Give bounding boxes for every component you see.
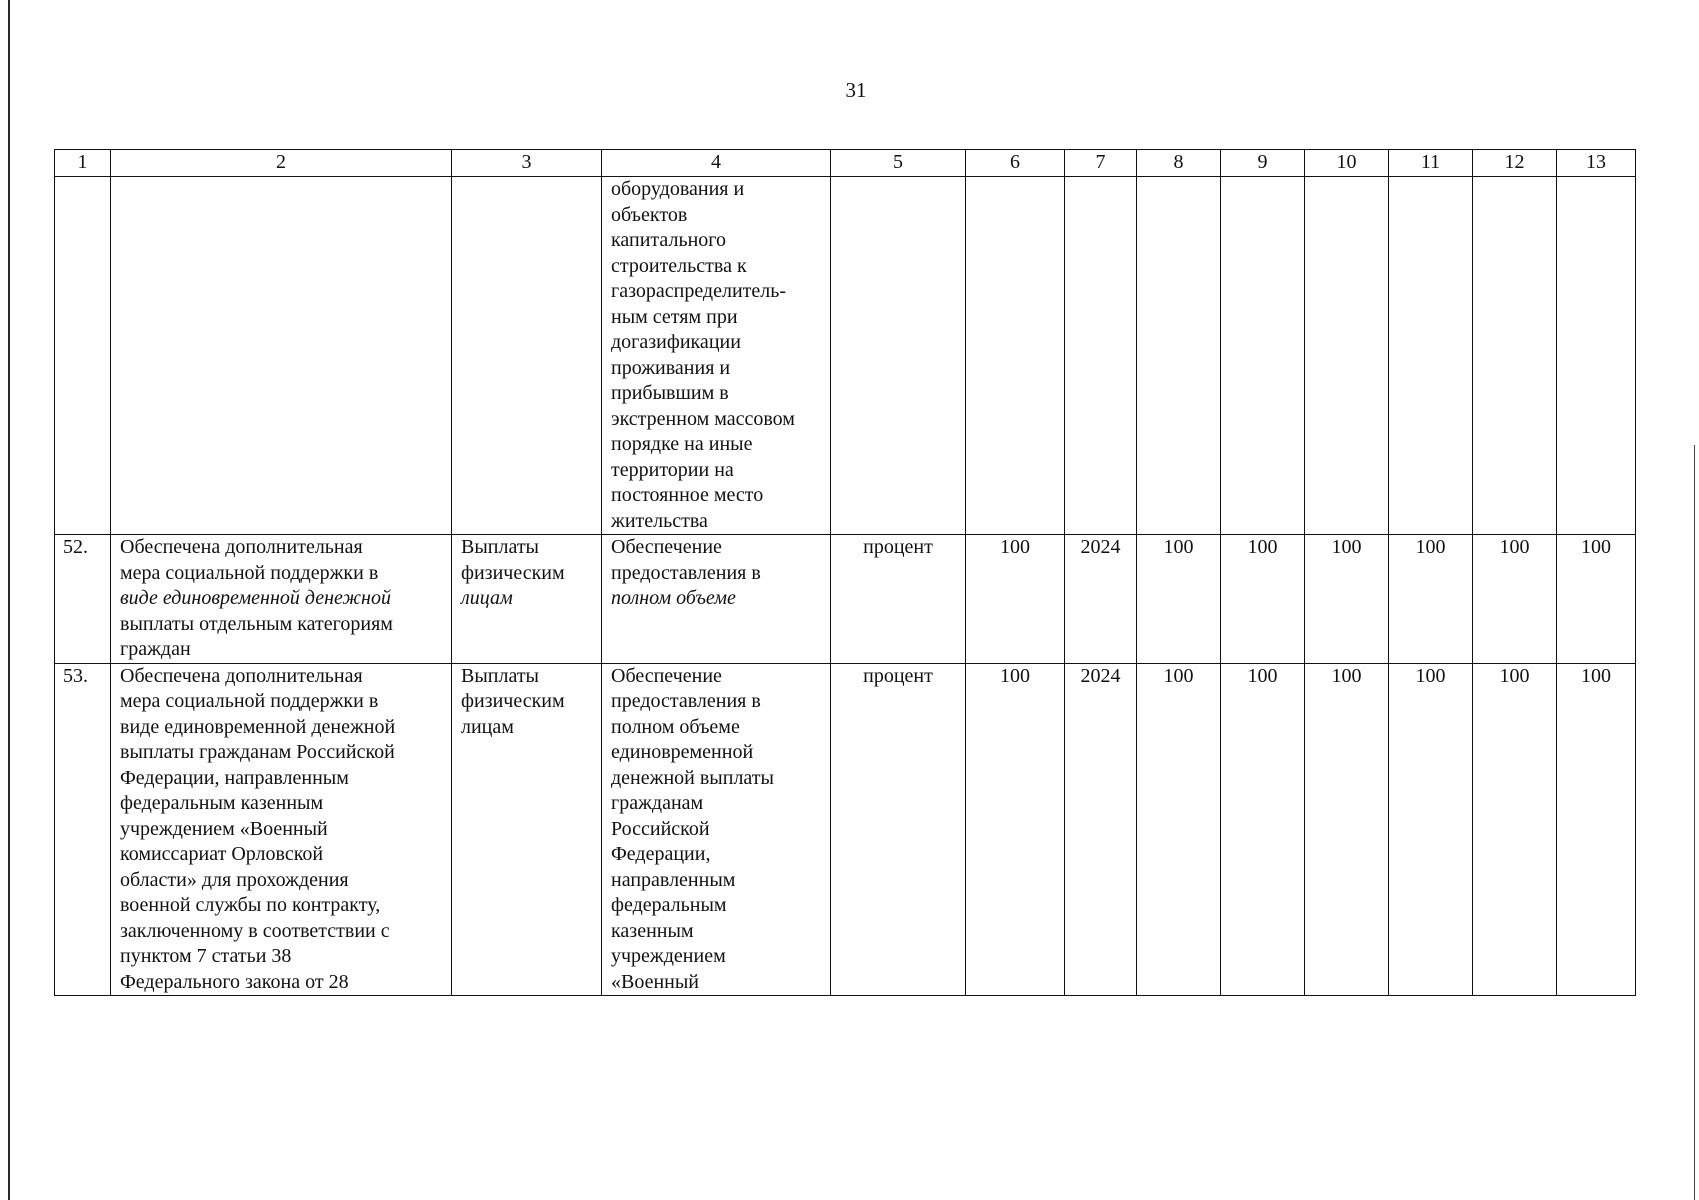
table-row-52: [55, 535, 1636, 664]
column-header-1: 1: [55, 150, 111, 177]
value-col-9: 100: [1221, 535, 1305, 664]
result-text-part3: выплаты отдельным категориям граждан: [120, 612, 393, 660]
column-header-2: 2: [111, 150, 452, 177]
base-value: 100: [966, 535, 1065, 664]
base-value: 100: [966, 663, 1065, 996]
base-year: 2024: [1065, 535, 1137, 664]
scan-edge-right: [1694, 445, 1695, 1200]
column-header-7: 7: [1065, 150, 1137, 177]
unit-of-measure: процент: [831, 535, 966, 664]
column-header-4: 4: [602, 150, 831, 177]
value-col-8: 100: [1137, 663, 1221, 996]
result-type: Выплаты физическим лицам: [452, 663, 602, 996]
result-characteristic: Обеспечение предоставления в полном объеме единовременной денежной выплаты гражданам Российской Федерации, направленным федеральным казенным учреждением «Военный: [602, 663, 831, 996]
column-header-13: 13: [1557, 150, 1636, 177]
result-text-part1: Обеспечена дополнительная мера социальной поддержки в: [120, 536, 379, 584]
column-header-11: 11: [1389, 150, 1473, 177]
value-col-12: 100: [1473, 535, 1557, 664]
continuation-characteristic: оборудования и объектов капитального строительства к газораспределитель- ным сетям при догазификации проживания и прибывшим в экстренном массовом порядке на иные территории на постоянное место жительства: [602, 177, 831, 535]
empty-cell: [452, 177, 602, 535]
column-header-8: 8: [1137, 150, 1221, 177]
row-number: 53.: [55, 663, 111, 996]
value-col-11: 100: [1389, 663, 1473, 996]
type-text-part2: лицам: [461, 587, 513, 609]
value-col-10: 100: [1305, 663, 1389, 996]
value-col-9: 100: [1221, 663, 1305, 996]
characteristic-text-part2: полном объеме: [611, 587, 736, 609]
column-number-header-row: [55, 150, 1636, 177]
empty-cell: [1473, 177, 1557, 535]
unit-of-measure: процент: [831, 663, 966, 996]
indicator-table: [54, 149, 1636, 996]
column-header-10: 10: [1305, 150, 1389, 177]
type-text-part1: Выплаты физическим: [461, 536, 565, 584]
continuation-row: [55, 177, 1636, 535]
result-text-part2: виде единовременной денежной: [120, 587, 391, 609]
value-col-12: 100: [1473, 663, 1557, 996]
empty-cell: [1065, 177, 1137, 535]
empty-cell: [1557, 177, 1636, 535]
page-number: 31: [845, 78, 867, 102]
value-col-8: 100: [1137, 535, 1221, 664]
empty-cell: [111, 177, 452, 535]
empty-cell: [1221, 177, 1305, 535]
result-description: [111, 535, 452, 664]
empty-cell: [55, 177, 111, 535]
column-header-12: 12: [1473, 150, 1557, 177]
value-col-13: 100: [1557, 535, 1636, 664]
value-col-13: 100: [1557, 663, 1636, 996]
scan-edge-left: [8, 0, 10, 1200]
empty-cell: [966, 177, 1065, 535]
characteristic-text-part1: Обеспечение предоставления в: [611, 536, 761, 584]
column-header-3: 3: [452, 150, 602, 177]
column-header-9: 9: [1221, 150, 1305, 177]
table-row-53: [55, 663, 1636, 996]
value-col-10: 100: [1305, 535, 1389, 664]
empty-cell: [831, 177, 966, 535]
column-header-5: 5: [831, 150, 966, 177]
value-col-11: 100: [1389, 535, 1473, 664]
result-description: Обеспечена дополнительная мера социальной поддержки в виде единовременной денежной выплаты гражданам Российской Федерации, направленным федеральным казенным учреждением «Военный комиссариат Орловской области» для прохождения военной службы по контракту, заключенному в соответствии с пунктом 7 статьи 38 Федерального закона от 28: [111, 663, 452, 996]
row-number: 52.: [55, 535, 111, 664]
column-header-6: 6: [966, 150, 1065, 177]
result-characteristic: [602, 535, 831, 664]
empty-cell: [1137, 177, 1221, 535]
empty-cell: [1389, 177, 1473, 535]
result-type: [452, 535, 602, 664]
empty-cell: [1305, 177, 1389, 535]
base-year: 2024: [1065, 663, 1137, 996]
